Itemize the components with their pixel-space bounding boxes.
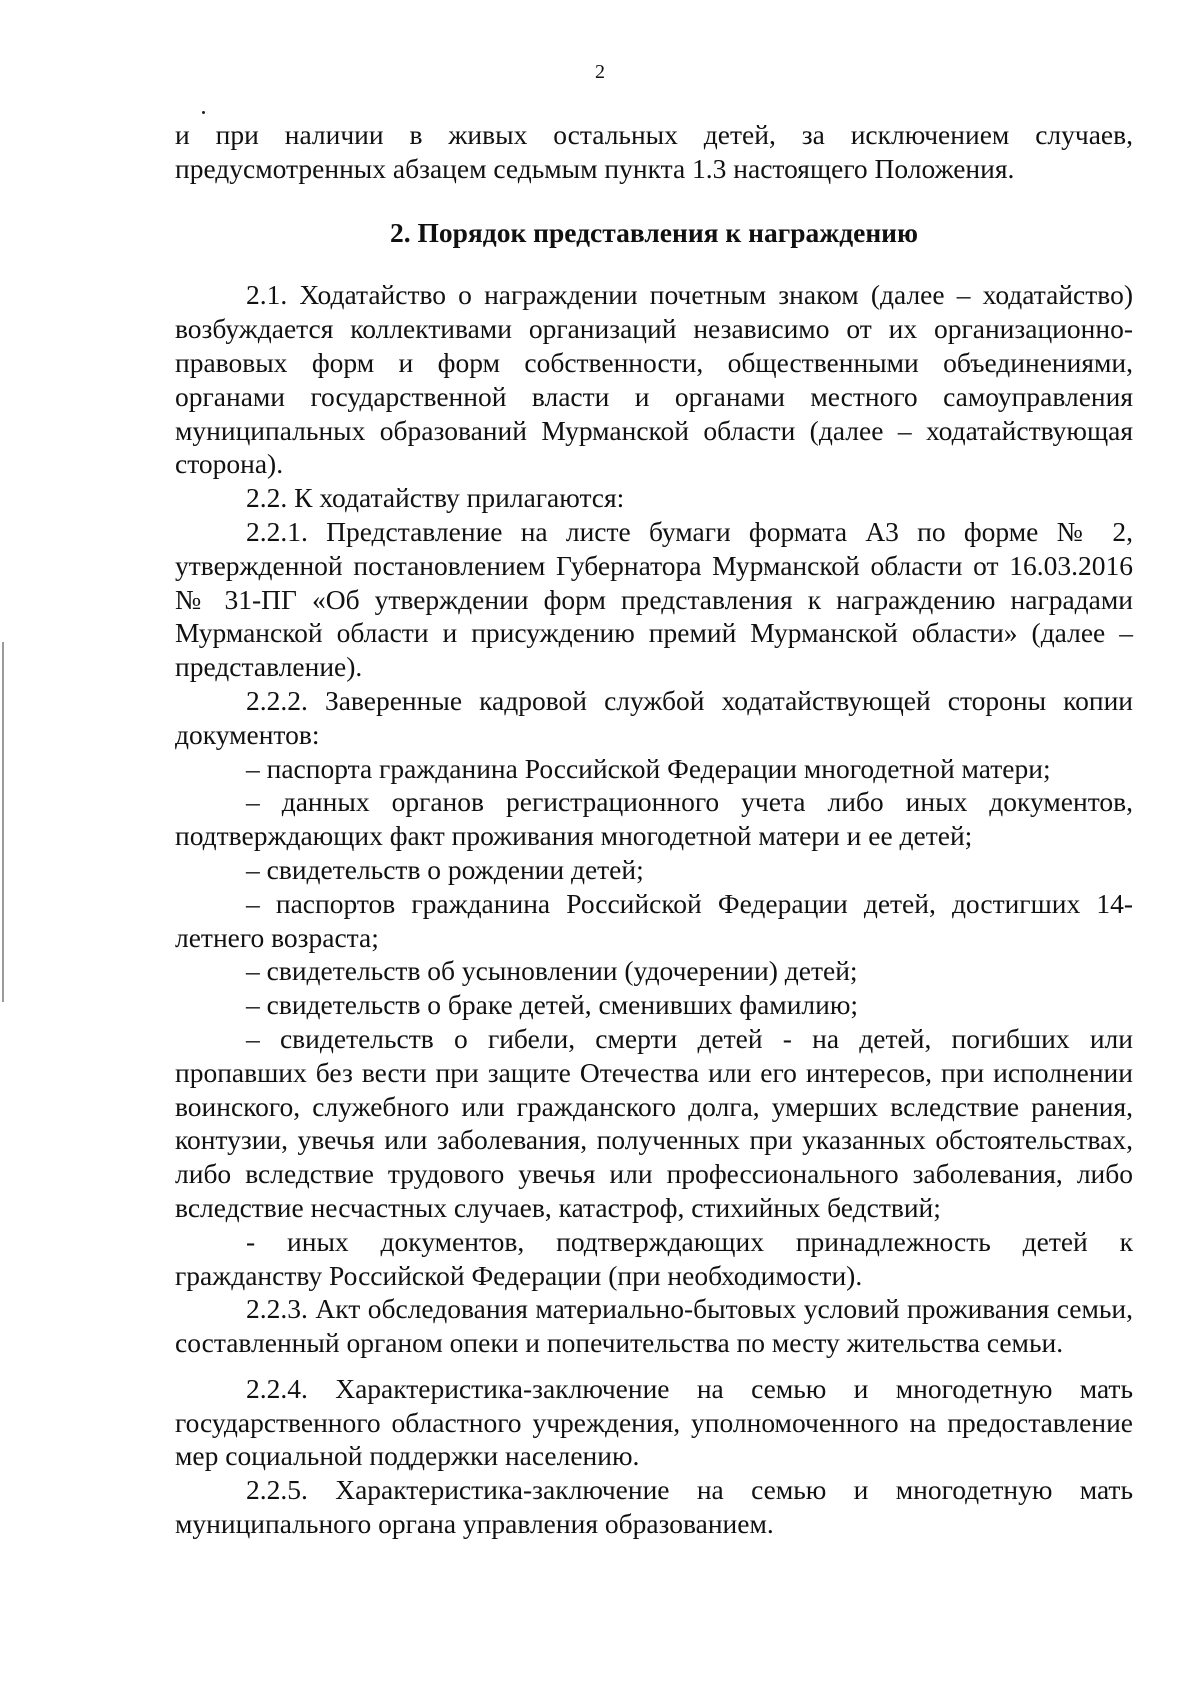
list-item-citizenship-documents: - иных документов, подтверждающих принадлежность детей к гражданству Российской Федерации (при необходимости).	[175, 1225, 1133, 1291]
paragraph-2-2: 2.2. К ходатайству прилагаются:	[246, 482, 625, 514]
list-item-marriage-certificates: – свидетельств о браке детей, сменивших фамилию;	[246, 989, 859, 1021]
list-item-adoption-certificates: – свидетельств об усыновлении (удочерении) детей;	[246, 955, 858, 987]
list-item-passport-mother: – паспорта гражданина Российской Федерации многодетной матери;	[246, 752, 1051, 784]
list-item-birth-certificates: – свидетельств о рождении детей;	[246, 853, 644, 885]
paragraph-2-2-4: 2.2.4. Характеристика-заключение на семью и многодетную мать государственного областного учреждения, уполномоченного на предоставление мер социальной поддержки населению.	[175, 1372, 1133, 1472]
paragraph-2-1: 2.1. Ходатайство о награждении почетным знаком (далее – ходатайство) возбуждается коллективами организаций независимо от их организационно-правовых форм и форм собственности, общественными объединениями, органами государственной власти и органами местного самоуправления муниципальных образований Мурманской области (далее – ходатайствующая сторона).	[175, 279, 1133, 480]
paragraph-2-2-5: 2.2.5. Характеристика-заключение на семью и многодетную мать муниципального органа управления образованием.	[175, 1474, 1133, 1540]
paragraph-continuation: и при наличии в живых остальных детей, за исключением случаев, предусмотренных абзацем седьмым пункта 1.3 настоящего Положения.	[175, 119, 1133, 184]
list-item-passports-children: – паспортов гражданина Российской Федерации детей, достигших 14-летнего возраста;	[175, 887, 1133, 953]
list-item-registration-data: – данных органов регистрационного учета либо иных документов, подтверждающих факт проживания многодетной матери и ее детей;	[175, 786, 1133, 852]
paragraph-2-2-1: 2.2.1. Представление на листе бумаги формата А3 по форме № 2, утвержденной постановлением Губернатора Мурманской области от 16.03.2016 № 31-ПГ «Об утверждении форм представления к награждению наградами Мурманской области и присуждению премий Мурманской области» (далее – представление).	[175, 515, 1133, 683]
page-number: 2	[595, 61, 605, 83]
scan-dot-mark	[202, 111, 205, 114]
document-body	[175, 118, 1133, 1541]
list-item-death-certificates: – свидетельств о гибели, смерти детей - на детей, погибших или пропавших без вести при защите Отечества или его интересов, при исполнении воинского, служебного или гражданского долга, умерших вследствие ранения, контузии, увечья или заболевания, полученных при указанных обстоятельствах, либо вследствие трудового увечья или профессионального заболевания, либо вследствие несчастных случаев, катастроф, стихийных бедствий;	[175, 1022, 1133, 1223]
scan-margin-line	[2, 642, 4, 1002]
paragraph-2-2-2: 2.2.2. Заверенные кадровой службой ходатайствующей стороны копии документов:	[175, 684, 1133, 750]
section-heading: 2. Порядок представления к награждению	[389, 216, 919, 248]
paragraph-2-2-3: 2.2.3. Акт обследования материально-бытовых условий проживания семьи, составленный органом опеки и попечительства по месту жительства семьи.	[175, 1293, 1133, 1359]
